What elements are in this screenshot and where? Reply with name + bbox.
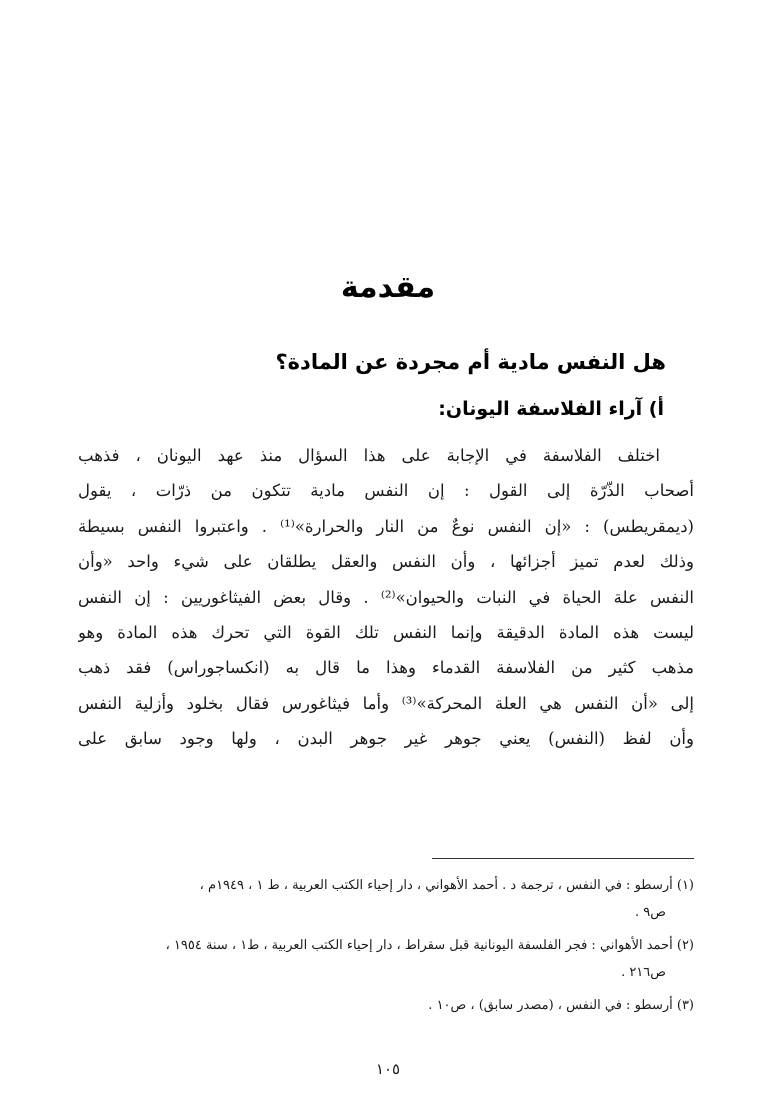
body-line: وأن لفظ (النفس) يعني جوهر غير جوهر البدن ، ولها وجود سابق على bbox=[78, 729, 694, 749]
footnote-2 bbox=[78, 932, 694, 986]
body-line: إلى «أن النفس هي العلة المحركة»⁽³⁾ وأما فيثاغورس فقال بخلود وأزلية النفس bbox=[78, 693, 694, 713]
footnote-3 bbox=[78, 992, 694, 1019]
body-line: وذلك لعدم تميز أجزائها ، وأن النفس والعقل يطلقان على شيء واحد «وأن bbox=[78, 552, 694, 572]
footnote-divider bbox=[432, 858, 694, 859]
body-line: مذهب كثير من الفلاسفة القدماء وهذا ما قال به (انكساجوراس) فقد ذهب bbox=[78, 658, 694, 678]
body-line: النفس علة الحياة في النبات والحيوان»⁽²⁾ . وقال بعض الفيثاغوريين : إن النفس bbox=[78, 587, 694, 607]
body-line: اختلف الفلاسفة في الإجابة على هذا السؤال منذ عهد اليونان ، فذهب bbox=[78, 446, 660, 465]
footnote-line: ص٩ . bbox=[635, 905, 666, 920]
footnotes bbox=[78, 872, 694, 1025]
body-line: ليست هذه المادة الدقيقة وإنما النفس تلك القوة التي تحرك هذه المادة وهو bbox=[78, 622, 694, 642]
subsection-heading: أ) آراء الفلاسفة اليونان: bbox=[438, 398, 664, 420]
page-title: مقدمة bbox=[340, 270, 436, 305]
footnote-line: (٢) أحمد الأهواني : فجر الفلسفة اليونانية قبل سقراط ، دار إحياء الكتب العربية ، ط١ ، سنة ١٩٥٤ ، bbox=[165, 938, 694, 953]
footnote-line: (١) أرسطو : في النفس ، ترجمة د . أحمد الأهواني ، دار إحياء الكتب العربية ، ط ١ ، ١٩٤٩م ، bbox=[199, 878, 694, 893]
section-heading: هل النفس مادية أم مجردة عن المادة؟ bbox=[275, 350, 666, 374]
footnote-line: ص٢١٦ . bbox=[621, 965, 666, 980]
body-line: أصحاب الذّرّة إلى القول : إن النفس مادية تتكون من ذرّات ، يقول bbox=[78, 481, 694, 501]
page-number: ١٠٥ bbox=[375, 1060, 401, 1078]
body-paragraph bbox=[78, 438, 694, 757]
footnote-line: (٣) أرسطو : في النفس ، (مصدر سابق) ، ص١٠ . bbox=[428, 998, 694, 1013]
body-line: (ديمقريطس) : «إن النفس نوعٌ من النار والحرارة»⁽¹⁾ . واعتبروا النفس بسيطة bbox=[78, 516, 694, 536]
footnote-1 bbox=[78, 872, 694, 926]
